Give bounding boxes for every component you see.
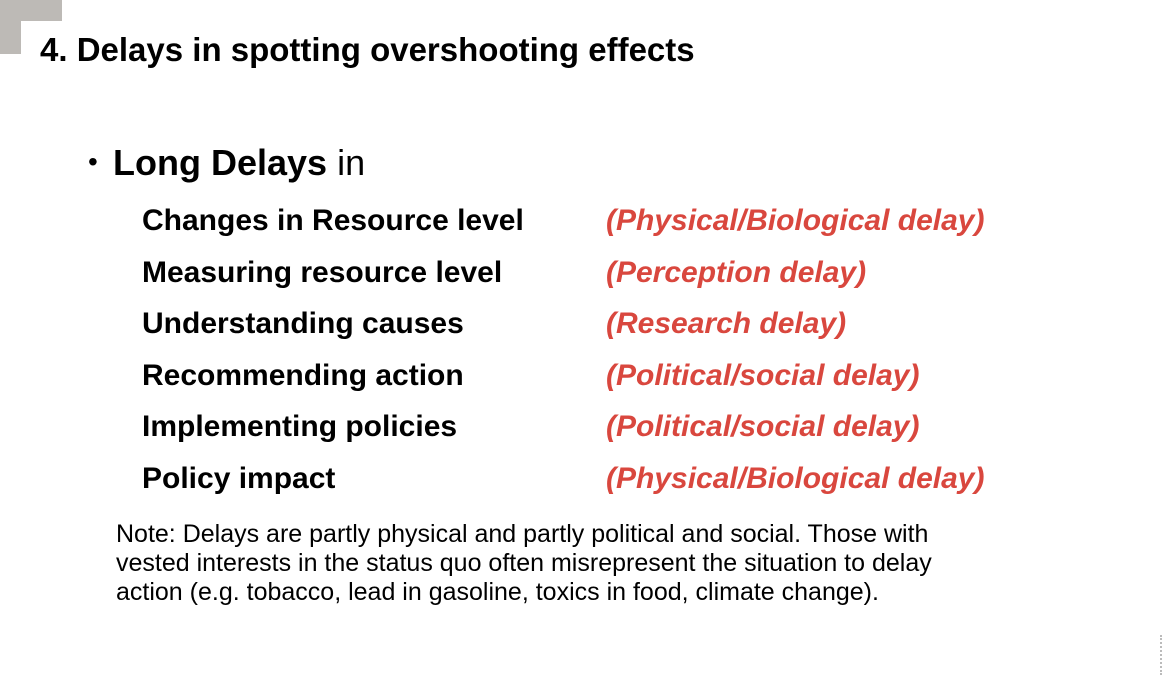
- bullet-strong-text: Long Delays: [113, 142, 328, 183]
- slide-edge-decoration: [1160, 635, 1164, 675]
- slide-note: [116, 520, 1116, 607]
- delay-item: Changes in Resource level: [142, 204, 524, 237]
- bullet-dot-icon: •: [88, 146, 98, 177]
- delay-type: (Political/social delay): [606, 410, 920, 443]
- delay-item: Measuring resource level: [142, 255, 503, 289]
- delay-type: (Political/social delay): [606, 358, 920, 392]
- delay-type: (Physical/Biological delay): [606, 461, 985, 495]
- delay-item: Policy impact: [142, 461, 336, 495]
- note-line: vested interests in the status quo often misrepresent the situation to delay: [116, 549, 932, 577]
- bullet-long-delays: [88, 140, 365, 185]
- note-line: action (e.g. tobacco, lead in gasoline, toxics in food, climate change).: [116, 578, 879, 606]
- note-line: Note: Delays are partly physical and partly political and social. Those with: [116, 520, 929, 548]
- delay-item: Understanding causes: [142, 307, 464, 340]
- slide-title: 4. Delays in spotting overshooting effects: [40, 31, 695, 68]
- delay-type: (Physical/Biological delay): [606, 204, 985, 237]
- delay-item: Recommending action: [142, 358, 464, 392]
- bullet-rest-text: in: [327, 142, 366, 183]
- delay-item: Implementing policies: [142, 410, 458, 443]
- delay-type: (Research delay): [606, 307, 847, 340]
- slide-corner-decoration-top: [0, 0, 62, 21]
- delay-type: (Perception delay): [606, 255, 867, 289]
